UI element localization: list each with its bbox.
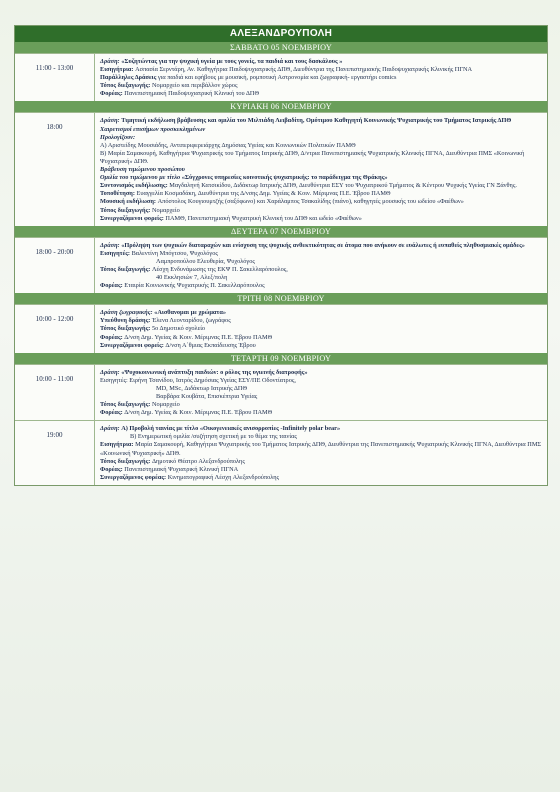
event-line-value: «Αισθανομαι με χρώματα»	[154, 309, 226, 317]
event-line-value: «Ψυχοκοινωνική ανάπτυξη παιδιών: ο ρόλος της υγιεινής διατροφής»	[121, 368, 308, 376]
event-line-key: Ομιλία του τιμώμενου με τίτλο	[100, 174, 182, 182]
event-line-value: Λέσχη Ενδυνάμωσης της ΕΚΨ Π. Σακελλαρόπουλος,	[151, 265, 288, 273]
event-line-key: Τόπος διεξαγωγής:	[100, 401, 152, 409]
event-line	[100, 207, 542, 215]
event-line-value: Δ/νση Δημ. Υγείας & Κοιν. Μέριμνας Π.Ε. Έβρου ΠΑΜΘ	[124, 409, 273, 417]
event-line-value: «Συζητώντας για την ψυχική υγεία με τους γονείς, τα παιδιά και τους δασκάλους »	[121, 58, 343, 65]
days-container	[15, 42, 547, 485]
event-line-key: Δράση:	[100, 368, 122, 376]
event-row	[15, 420, 547, 485]
event-line-value: 40 Εκκλησιών 7, Αλεξ/πολη	[156, 274, 228, 282]
event-line-value: Μαγδαληνή Κατσικίδου, Διδάκτωρ Ιατρικής ΔΠΘ, Διευθύντρια ΕΣΥ του Ψυχιατρικού Τμήματος & Κέντρου Ψυχικής Υγείας ΓΝ Ξάνθης.	[169, 182, 517, 190]
event-line	[100, 458, 542, 466]
event-line-key: Δράση:	[100, 58, 122, 65]
city-title: ΑΛΕΞΑΝΔΡΟΥΠΟΛΗ	[15, 26, 547, 42]
event-time: 10:00 - 11:00	[15, 365, 95, 421]
event-line-value: «Σύγχρονες υπηρεσίες κοινοτικής ψυχιατρικής: το παράδειγμα της Θράκης»	[181, 174, 388, 182]
event-line-key: Φορέας:	[100, 282, 125, 290]
event-line-key: Συντονισμός εκδήλωσης:	[100, 182, 170, 190]
event-line-value: Ευαγγελία Κοσμαδάκη, Διευθύντρια της Δ/νσης Δημ. Υγείας & Κοιν. Μέριμνας Π.Ε. Έβρου ΠΑΜΘ	[136, 190, 391, 198]
event-line	[100, 266, 542, 274]
schedule-sheet	[14, 25, 548, 486]
event-line-key: Φορέας:	[100, 465, 125, 473]
event-line-value: Βράβευση τιμώμενου προσώπου	[100, 166, 185, 174]
event-line-value: ΠΑΜΘ, Πανεπιστημιακή Ψυχιατρική Κλινική του ΔΠΘ και ωδείο «Φαέθων»	[165, 214, 362, 222]
event-line-value: Πανεπιστημιακή Ψυχιατρική Κλινική ΠΓΝΑ	[124, 465, 239, 473]
event-line-value: Βαλεντίνη Μπόγτσου, Ψυχολόγος	[131, 249, 218, 257]
event-line-value: 5ο Δημοτικό σχολείο	[151, 325, 206, 333]
event-line-value: Νομαρχείο και περιβάλλον χώρος	[151, 82, 238, 90]
event-line	[100, 466, 542, 474]
event-line	[100, 369, 542, 377]
event-time: 18:00	[15, 113, 95, 225]
event-line	[100, 250, 542, 258]
day-header: ΚΥΡΙΑΚΗ 06 ΝΟΕΜΒΡΙΟΥ	[15, 101, 547, 112]
event-line	[100, 393, 542, 401]
event-line-value: Λαμπροπούλου Ελευθερία, Ψυχολόγος	[156, 257, 255, 265]
event-line-value: «Πρόληψη των ψυχικών διαταραχών και ενίσχυση της ψυχικής ανθεκτικότητας σε άτομα που ανήκουν σε ευάλωτες ή ευπαθείς πληθυσμιακές ομάδες»	[121, 241, 525, 249]
event-line	[100, 198, 542, 206]
event-line	[100, 142, 542, 150]
event-line-value: Βαρβάρα Κουβάτα, Επισκέπτρια Υγείας	[156, 393, 258, 400]
event-line-value: Δ/νση Α΄θμιας Εκπαίδευσης Έβρου	[165, 341, 256, 349]
event-line-key: Φορέας:	[100, 409, 125, 417]
event-row	[15, 304, 547, 352]
event-details	[95, 421, 547, 485]
event-line	[100, 215, 542, 223]
event-line	[100, 342, 542, 350]
event-line-key: Τόπος διεξαγωγής:	[100, 206, 152, 214]
event-line-value: Μαρία Σαμακουρή, Καθηγήτρια Ψυχιατρικής του Τμήματος Ιατρικής ΔΠΘ, Διευθύντρια της Πανεπιστημιακής Ψυχιατρικής Κλινικής ΠΓΝΑ, Διευθύντρια ΠΜΣ «Κοινωνική Ψυχιατρική» ΔΠΘ.	[100, 441, 542, 457]
event-line	[100, 134, 542, 142]
event-line	[100, 409, 542, 417]
event-line	[100, 474, 542, 482]
event-line-key: Συνεργαζόμενοι φορείς:	[100, 214, 166, 222]
event-line	[100, 90, 542, 98]
event-row	[15, 112, 547, 225]
event-line	[100, 66, 542, 74]
event-line-value: Απόστολος Κουγιουμτζής (σαξόφωνο) και Χαράλαμπος Τσακαλίδης (πιάνο), καθηγητές μουσικής του ωδείου «Φαέθων»	[157, 198, 464, 206]
event-line-value: Χαιρετισμοί επισήμων προσκεκλημένων	[100, 125, 206, 133]
event-details	[95, 365, 547, 421]
event-line-key: Μουσική εκδήλωση:	[100, 198, 158, 206]
event-line-value: Έλενα Λεονταρίδου, ζωγράφος	[151, 317, 231, 325]
event-line-key: Συνεργαζόμενοι φορείς:	[100, 341, 166, 349]
event-line	[100, 425, 542, 433]
event-line-key: Συνεργαζόμενος φορέας:	[100, 473, 168, 481]
event-line-key: Εισηγητές:	[100, 376, 130, 384]
event-line	[100, 150, 542, 166]
event-line-value: MD, MSc, Διδάκτωρ Ιατρικής ΔΠΘ	[156, 384, 248, 392]
event-line	[100, 334, 542, 342]
event-time: 10:00 - 12:00	[15, 305, 95, 352]
event-line-value: Ειρήνη Τσανίδου, Ιατρός Δημόσιας Υγείας ΕΣΥ/ΠΕ Οδοντίατρος,	[129, 376, 296, 384]
event-line-value: Τιμητική εκδήλωση βράβευσης και ομιλία του Μιλτιάδη Λειβαδίτη, Ομότιμου Καθηγητή Κοινωνικής Ψυχιατρικής του Τμήματος Ιατρικής ΔΠΘ	[121, 117, 512, 125]
event-line-value: Β) Μαρία Σαμακουρή, Καθηγήτρια Ψυχιατρικής του Τμήματος Ιατρικής ΔΠΘ, Δ/ντρια Πανεπιστημιακής Ψυχιατρικής Κλινικής ΠΓΝΑ, Διευθύντρια ΠΜΣ «Κοινωνική Ψυχιατρική» ΔΠΘ.	[100, 149, 525, 165]
event-row	[15, 237, 547, 294]
event-line-key: Φορέας:	[100, 333, 125, 341]
event-line-value: Ασπασία Σερντάρη, Αν. Καθηγήτρια Παιδοψυχιατρικής ΔΠΘ, Διευθύντρια της Πανεπιστημιακής Παιδοψυχιατρικής Κλινικής ΠΓΝΑ	[135, 66, 473, 74]
event-time: 18:00 - 20:00	[15, 238, 95, 294]
event-line-value: Κινηματογραφική Λέσχη Αλεξανδρούπολης	[167, 473, 280, 481]
event-line	[100, 58, 542, 66]
event-details	[95, 305, 547, 352]
event-line-value: Προλογίζουν:	[100, 133, 136, 141]
event-row	[15, 364, 547, 421]
event-line-key: Τοποθέτηση:	[100, 190, 137, 198]
event-details	[95, 54, 547, 101]
event-line	[100, 441, 542, 457]
event-line-key: Φορέας:	[100, 90, 125, 98]
event-line-key: Υπεύθυνη δράσης:	[100, 317, 152, 325]
event-line-key: Δράση:	[100, 117, 122, 125]
event-line	[100, 282, 542, 290]
event-details	[95, 113, 547, 225]
day-header: ΣΑΒΒΑΤΟ 05 ΝΟΕΜΒΡΙΟΥ	[15, 42, 547, 53]
event-line-value: Πανεπιστημιακή Παιδοψυχιατρική Κλινική του ΔΠΘ	[124, 90, 259, 98]
event-row	[15, 53, 547, 101]
event-line	[100, 377, 542, 385]
event-line-key: Εισηγητές:	[100, 249, 132, 257]
event-line-key: Δράση ζωγραφικής:	[100, 309, 155, 317]
event-line-value: Β) Ενημερωτική ομιλία /συζήτηση σχετική με το θέμα της ταινίας	[130, 433, 297, 441]
day-header: ΤΕΤΑΡΤΗ 09 ΝΟΕΜΒΡΙΟΥ	[15, 353, 547, 364]
event-line	[100, 126, 542, 134]
event-line-value: Δημοτικό Θέατρο Αλεξανδρούπολης	[151, 457, 245, 465]
event-line-key: Τόπος διεξαγωγής:	[100, 325, 152, 333]
event-time: 19:00	[15, 421, 95, 485]
event-line-value: για παιδιά και εφήβους με μουσική, ρομποτική Αστρονομία και ζωγραφική- εργαστήρι comics	[157, 74, 397, 82]
event-line	[100, 166, 542, 174]
event-line	[100, 117, 542, 125]
event-line	[100, 258, 542, 266]
event-line-value: Νομαρχείο	[151, 401, 180, 409]
event-line-value: Δ/νση Δημ. Υγείας & Κοιν. Μέριμνας Π.Ε. Έβρου ΠΑΜΘ	[124, 333, 273, 341]
event-line-key: Δράση:	[100, 425, 122, 433]
event-line-value: Α) Αριστείδης Μουσιάδης, Αντιπεριφερειάρχης Δημόσιας Υγείας και Κοινωνικών Πολιτικών ΠΑΜΘ	[100, 141, 356, 149]
event-details	[95, 238, 547, 294]
event-line-key: Τόπος διεξαγωγής:	[100, 265, 152, 273]
event-line-key: Παράλληλες Δράσεις	[100, 74, 158, 82]
event-line-value: Εταιρία Κοινωνικής Ψυχιατρικής Π. Σακελλαρόπουλος	[124, 282, 265, 290]
event-line	[100, 325, 542, 333]
event-line-value: Νομαρχείο	[151, 206, 180, 214]
day-header: ΤΡΙΤΗ 08 ΝΟΕΜΒΡΙΟΥ	[15, 293, 547, 304]
event-line-value: Α) Προβολή ταινίας με τίτλο «Οικογενειακές ανισορροπίες -Infinitely polar bear»	[121, 425, 341, 433]
event-line	[100, 242, 542, 250]
event-line	[100, 401, 542, 409]
event-line-key: Εισηγήτρια:	[100, 66, 136, 74]
event-line-key: Εισηγήτρια:	[100, 441, 136, 449]
event-line	[100, 385, 542, 393]
day-header: ΔΕΥΤΕΡΑ 07 ΝΟΕΜΒΡΙΟΥ	[15, 226, 547, 237]
event-line	[100, 174, 542, 182]
event-line-key: Τόπος διεξαγωγής:	[100, 457, 152, 465]
event-time: 11:00 - 13:00	[15, 54, 95, 101]
event-line-key: Δράση:	[100, 241, 122, 249]
event-line	[100, 274, 542, 282]
event-line-key: Τόπος διεξαγωγής:	[100, 82, 152, 90]
